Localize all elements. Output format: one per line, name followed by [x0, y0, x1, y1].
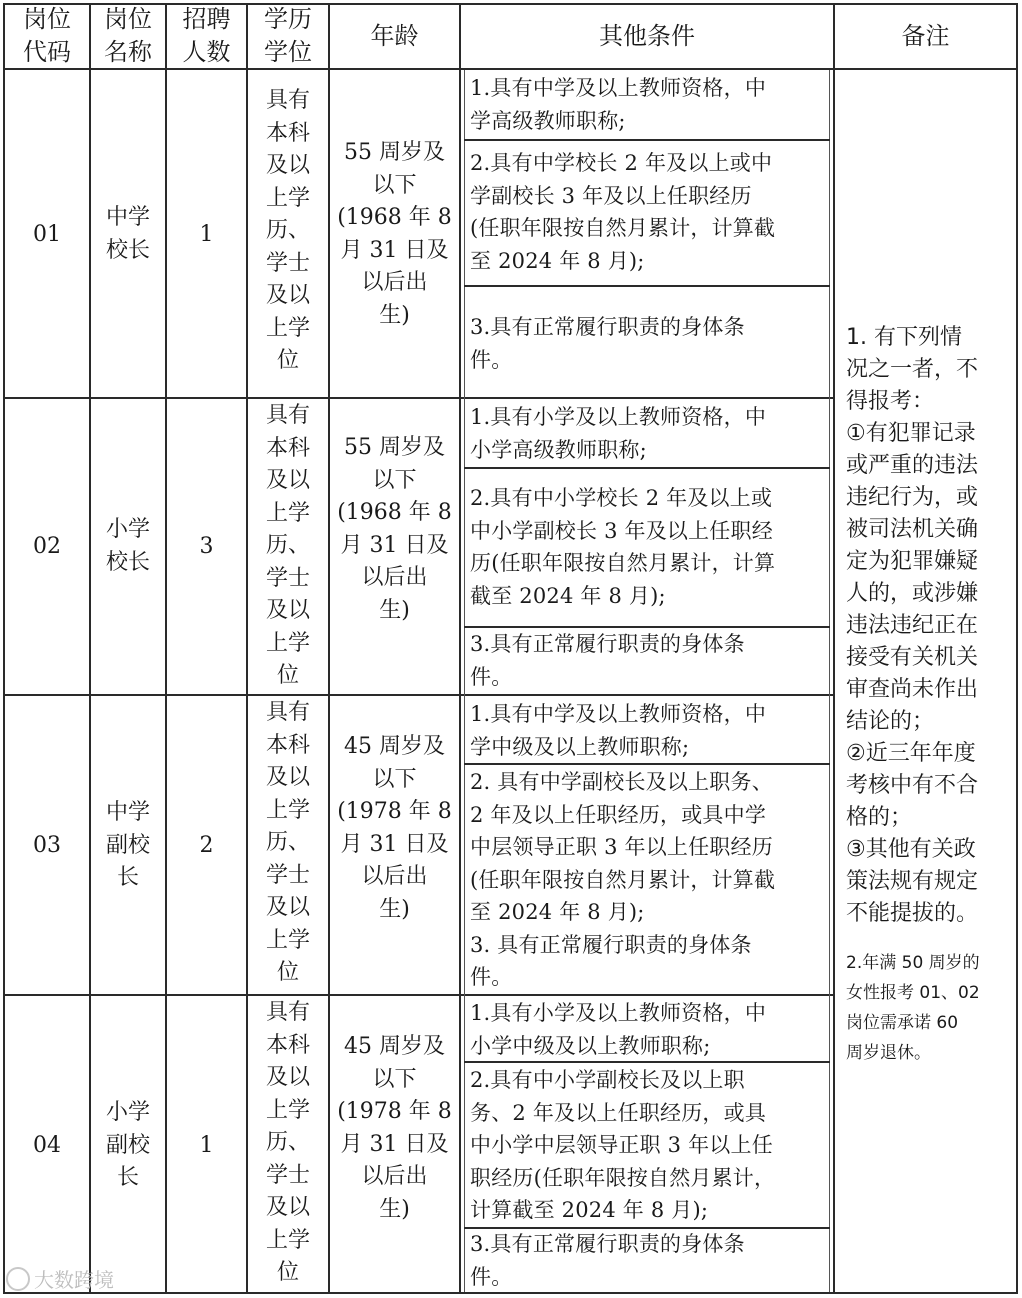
header-count: 招聘 人数 [182, 5, 231, 66]
row-04-age: 45 周岁及 以下 (1978 年 8 月 31 日及 以后出 生) [337, 1034, 452, 1222]
row-01-condition-3: 3.具有正常履行职责的身体条 件。 [470, 315, 745, 372]
row-01-condition-2: 2.具有中学校长 2 年及以上或中 学副校长 3 年及以上任职经历 (任职年限按自然月累计，计算截 至 2024 年 8 月); [470, 151, 776, 273]
row-02-condition-3: 3.具有正常履行职责的身体条 件。 [470, 632, 745, 689]
header-code: 岗位 代码 [23, 5, 71, 66]
logo-icon [6, 1267, 30, 1291]
row-04-condition-2: 2.具有中小学副校长及以上职 务、2 年及以上任职经历，或具 中小学中层领导正职 3 年以上任 职经历(任职年限按自然月累计， 计算截至 2024 年 8 月); [470, 1068, 776, 1222]
row-02-name: 小学 校长 [105, 517, 150, 575]
row-02-condition-1: 1.具有小学及以上教师资格，中 小学高级教师职称; [470, 405, 767, 462]
row-04-edu: 具有 本科 及以 上学 历、 学士 及以 上学 位 [265, 1000, 310, 1285]
row-04-condition-3: 3.具有正常履行职责的身体条 件。 [470, 1232, 745, 1289]
row-04-name: 小学 副校 长 [105, 1100, 150, 1190]
row-03-edu: 具有 本科 及以 上学 历、 学士 及以 上学 位 [265, 700, 310, 985]
row-01-age: 55 周岁及 以下 (1968 年 8 月 31 日及 以后出 生) [337, 140, 452, 328]
header-conditions: 其他条件 [599, 22, 695, 50]
header-remarks: 备注 [901, 22, 950, 50]
watermark-text: 大数跨境 [34, 1268, 114, 1292]
row-04-condition-1: 1.具有小学及以上教师资格，中 小学中级及以上教师职称; [470, 1001, 767, 1058]
watermark [6, 1264, 114, 1293]
row-03-code: 03 [33, 833, 61, 858]
row-01-condition-1: 1.具有中学及以上教师资格，中 学高级教师职称; [470, 76, 767, 133]
header-name: 岗位 名称 [104, 5, 152, 66]
row-02-age: 55 周岁及 以下 (1968 年 8 月 31 日及 以后出 生) [337, 435, 452, 623]
remarks-main: 1. 有下列情 况之一者，不 得报考： ①有犯罪记录 或严重的违法 违纪行为，或 被司法机关确 定为犯罪嫌疑 人的，或涉嫌 违法违纪正在 接受有关机关 审查尚未作出 结论的； ②近三年年度 考核中有不合 格的； ③其他有关政 策法规有规定 不能提拔的。 [846, 325, 979, 926]
row-01-code: 01 [33, 222, 61, 247]
header-age: 年龄 [370, 22, 419, 50]
row-03-condition-2: 2. 具有中学副校长及以上职务、 2 年及以上任职经历，或具中学 中层领导正职 3 年以上任职经历 (任职年限按自然月累计，计算截 至 2024 年 8 月); 3. 具有正常履行职责的身体条 件。 [470, 770, 776, 989]
row-03-count: 2 [199, 833, 214, 858]
row-03-age: 45 周岁及 以下 (1978 年 8 月 31 日及 以后出 生) [337, 734, 452, 922]
row-03-condition-1: 1.具有中学及以上教师资格，中 学中级及以上教师职称; [470, 702, 767, 759]
row-01-edu: 具有 本科 及以 上学 历、 学士 及以 上学 位 [265, 88, 310, 373]
row-02-edu: 具有 本科 及以 上学 历、 学士 及以 上学 位 [265, 403, 310, 688]
row-04-count: 1 [199, 1133, 214, 1158]
remarks-small: 2.年满 50 周岁的 女性报考 01、02 岗位需承诺 60 周岁退休。 [846, 953, 980, 1063]
row-02-count: 3 [199, 534, 214, 559]
row-03-name: 中学 副校 长 [105, 800, 150, 890]
header-edu: 学历 学位 [264, 5, 312, 66]
row-02-condition-2: 2.具有中小学校长 2 年及以上或 中小学副校长 3 年及以上任职经 历(任职年限按自然月累计，计算 截至 2024 年 8 月); [470, 486, 776, 608]
row-01-count: 1 [199, 222, 214, 247]
row-02-code: 02 [33, 534, 61, 559]
row-04-code: 04 [33, 1133, 61, 1158]
row-01-name: 中学 校长 [105, 205, 150, 263]
